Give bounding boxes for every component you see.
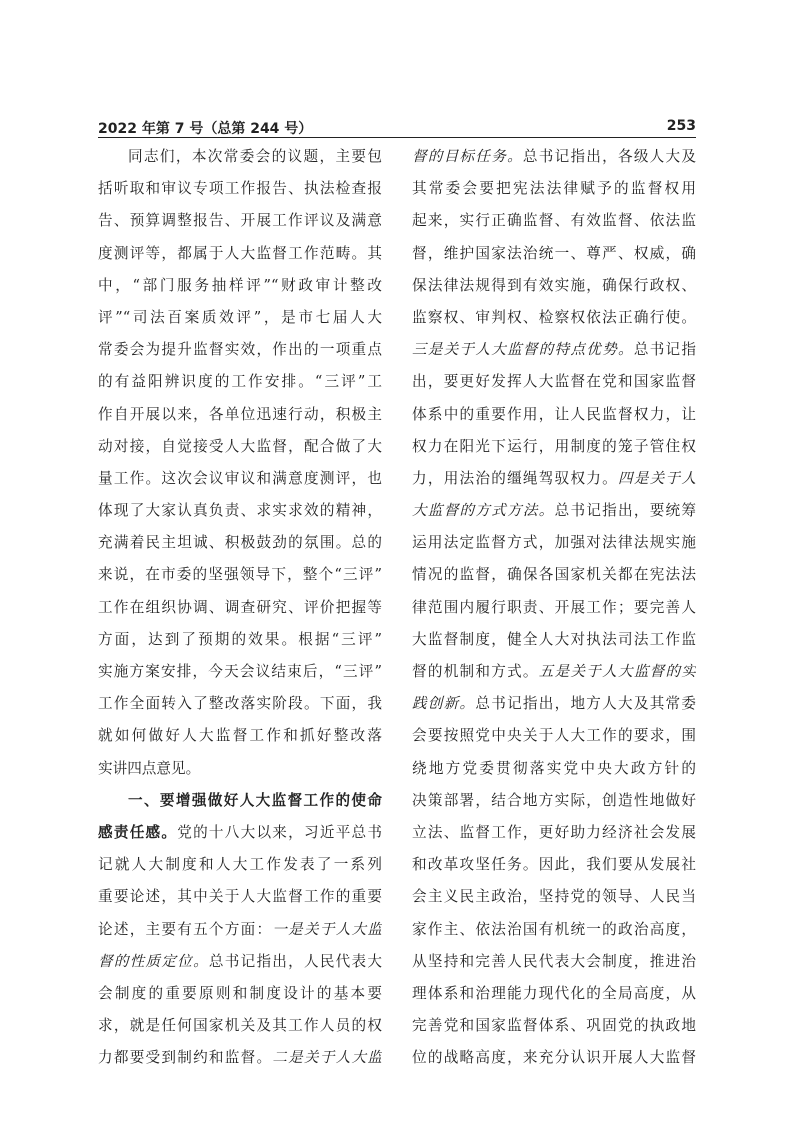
text-line: 工作全面转入了整改落实阶段。下面，我 (98, 695, 382, 713)
text-line: 的有益阳辨识度的工作安排。“三评”工 (98, 373, 382, 391)
text-line: 动对接，自觉接受人大监督，配合做了大 (98, 437, 382, 455)
text-line: 权力在阳光下运行，用制度的笼子管住权 (412, 437, 696, 455)
text-line: 实讲四点意见。 (98, 759, 201, 777)
text-line: 会主义民主政治，坚持党的领导、人民当 (412, 888, 696, 906)
text-line: 感责任感。党的十八大以来，习近平总书 (98, 823, 382, 841)
page-header (98, 116, 696, 138)
text-line: 括听取和审议专项工作报告、执法检查报 (98, 180, 382, 198)
text-line: 作自开展以来，各单位迅速行动，积极主 (98, 405, 382, 423)
text-line: 力都要受到制约和监督。二是关于人大监 (98, 1049, 382, 1067)
text-line: 论述，主要有五个方面：一是关于人大监 (98, 920, 382, 938)
text-line: 力，用法治的缰绳驾驭权力。四是关于人 (412, 469, 696, 487)
text-line: 督的机制和方式。五是关于人大监督的实 (412, 663, 696, 680)
text-line: 践创新。总书记指出，地方人大及其常委 (412, 695, 696, 713)
text-line: 和改革攻坚任务。因此，我们要从发展社 (412, 856, 696, 874)
text-line: 量工作。这次会议审议和满意度测评，也 (98, 469, 382, 487)
text-line: 督的性质定位。总书记指出，人民代表大 (98, 952, 382, 970)
right-column (412, 141, 696, 1074)
text-line: 求，就是任何国家机关及其工作人员的权 (98, 1017, 382, 1035)
text-line: 保法律法规得到有效实施，确保行政权、 (412, 276, 696, 294)
page-number: 253 (666, 118, 696, 134)
text-line: 起来，实行正确监督、有效监督、依法监 (412, 212, 696, 230)
text-line: 督，维护国家法治统一、尊严、权威，确 (412, 244, 696, 262)
text-line: 同志们，本次常委会的议题，主要包 (128, 148, 382, 165)
text-line: 大监督制度，健全人大对执法司法工作监 (412, 630, 696, 648)
text-line: 出，要更好发挥人大监督在党和国家监督 (412, 373, 696, 391)
text-line: 充满着民主坦诚、积极鼓劲的氛围。总的 (98, 534, 382, 552)
text-line: 就如何做好人大监督工作和抓好整改落 (98, 727, 382, 745)
text-line: 从坚持和完善人民代表大会制度，推进治 (412, 952, 696, 970)
text-line: 会制度的重要原则和制度设计的基本要 (98, 984, 382, 1002)
text-line: 来说，在市委的坚强领导下，整个“三评” (98, 566, 382, 584)
text-line: 实施方案安排，今天会议结束后，“三评” (98, 663, 382, 680)
header-rule (98, 137, 696, 138)
text-line: 告、预算调整报告、开展工作评议及满意 (98, 212, 382, 230)
text-line: 评”“司法百案质效评”，是市七届人大 (98, 308, 382, 326)
text-line: 完善党和国家监督体系、巩固党的执政地 (412, 1017, 696, 1035)
text-line: 记就人大制度和人大工作发表了一系列 (98, 856, 382, 874)
text-line: 立法、监督工作，更好助力经济社会发展 (412, 823, 696, 841)
text-line: 体现了大家认真负责、求实求效的精神， (98, 502, 382, 520)
text-line: 大监督的方式方法。总书记指出，要统筹 (412, 502, 696, 520)
text-line: 其常委会要把宪法法律赋予的监督权用 (412, 180, 696, 198)
text-line: 运用法定监督方式，加强对法律法规实施 (412, 534, 696, 552)
text-line: 绕地方党委贯彻落实党中央大政方针的 (412, 759, 696, 777)
text-line: 方面，达到了预期的效果。根据“三评” (98, 630, 382, 648)
text-line: 家作主、依法治国有机统一的政治高度， (412, 920, 696, 938)
text-line: 督的目标任务。总书记指出，各级人大及 (412, 148, 696, 165)
text-line: 三是关于人大监督的特点优势。总书记指 (412, 341, 696, 359)
text-line: 常委会为提升监督实效，作出的一项重点 (98, 341, 382, 359)
text-line: 重要论述，其中关于人大监督工作的重要 (98, 888, 382, 906)
section-heading-line: 一、要增强做好人大监督工作的使命 (128, 791, 382, 809)
text-line: 决策部署，结合地方实际，创造性地做好 (412, 791, 696, 809)
text-line: 理体系和治理能力现代化的全局高度，从 (412, 984, 696, 1002)
text-line: 度测评等，都属于人大监督工作范畴。其 (98, 244, 382, 262)
text-line: 工作在组织协调、调查研究、评价把握等 (98, 598, 382, 616)
text-line: 体系中的重要作用，让人民监督权力，让 (412, 405, 696, 423)
journal-issue: 2022 年第 7 号（总第 244 号） (98, 121, 313, 137)
text-line: 位的战略高度，来充分认识开展人大监督 (412, 1049, 696, 1067)
left-column (98, 141, 382, 1074)
text-line: 会要按照党中央关于人大工作的要求，围 (412, 727, 696, 745)
text-line: 情况的监督，确保各国家机关都在宪法法 (412, 566, 696, 584)
text-line: 中，“部门服务抽样评”“财政审计整改 (98, 276, 382, 294)
text-line: 律范围内履行职责、开展工作；要完善人 (412, 598, 696, 616)
text-line: 监察权、审判权、检察权依法正确行使。 (412, 308, 696, 326)
